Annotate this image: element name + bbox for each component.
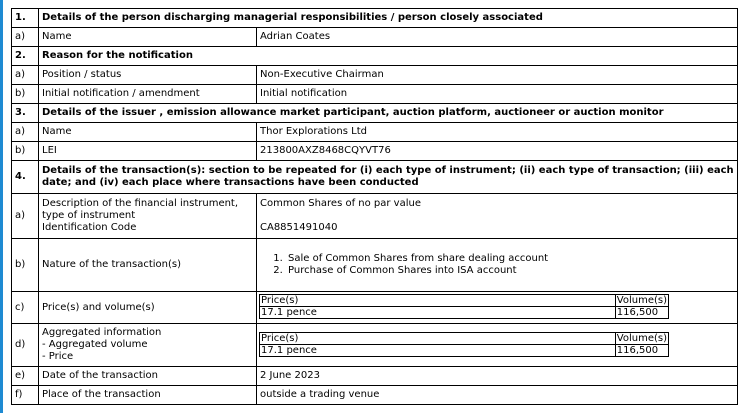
volume-value: 116,500 <box>615 307 668 319</box>
row-value: Non-Executive Chairman <box>257 66 738 85</box>
label-line: Aggregated information <box>42 327 162 338</box>
row-value: 213800AXZ8468CQYVT76 <box>257 142 738 161</box>
row-value: Initial notification <box>257 85 738 104</box>
table-row-date <box>12 367 738 386</box>
label-line: type of instrument <box>42 210 136 221</box>
row-key: c) <box>12 292 39 324</box>
row-key: e) <box>12 367 39 386</box>
section-title: Details of the person discharging managerial responsibilities / person closely associated <box>39 9 738 28</box>
label-line: Identification Code <box>42 222 137 233</box>
row-key: b) <box>12 142 39 161</box>
list-item: 1. Sale of Common Shares from share dealing account <box>286 253 734 265</box>
price-value: 17.1 pence <box>260 344 616 356</box>
row-label: Name <box>39 28 257 47</box>
table-row <box>12 66 738 85</box>
row-label: Price(s) and volume(s) <box>39 292 257 324</box>
section-number: 2. <box>12 47 39 66</box>
table-row-nature <box>12 239 738 292</box>
volume-value: 116,500 <box>615 344 668 356</box>
row-value: Thor Explorations Ltd <box>257 123 738 142</box>
table-row <box>12 85 738 104</box>
row-value: Adrian Coates <box>257 28 738 47</box>
row-key: f) <box>12 386 39 405</box>
price-value: 17.1 pence <box>260 307 616 319</box>
section-number: 3. <box>12 104 39 123</box>
row-label: LEI <box>39 142 257 161</box>
identification-code: CA8851491040 <box>260 222 338 233</box>
table-row-aggregated <box>12 324 738 367</box>
section-1-header <box>12 9 738 28</box>
row-label: Position / status <box>39 66 257 85</box>
section-2-header <box>12 47 738 66</box>
table-row-instrument <box>12 194 738 239</box>
volume-header: Volume(s) <box>616 295 667 306</box>
section-title: Reason for the notification <box>39 47 738 66</box>
row-key: a) <box>12 66 39 85</box>
row-key: a) <box>12 123 39 142</box>
table-row-price-volume <box>12 292 738 324</box>
row-label: Date of the transaction <box>39 367 257 386</box>
row-label: Name <box>39 123 257 142</box>
section-4-header <box>12 161 738 194</box>
section-title: Details of the transaction(s): section to be repeated for (i) each type of instrument; (ii) each type of transaction; (iii) each date; and (iv) each place where transactions have been conducted <box>39 161 738 194</box>
row-value: outside a trading venue <box>257 386 738 405</box>
price-volume-table <box>259 294 669 319</box>
transaction-list <box>260 253 734 277</box>
left-accent-bar <box>0 0 3 413</box>
row-value: 2 June 2023 <box>257 367 738 386</box>
instrument-description: Common Shares of no par value <box>260 198 421 209</box>
volume-header: Volume(s) <box>616 332 667 344</box>
section-title: Details of the issuer , emission allowance market participant, auction platform, auctioneer or auction monitor <box>39 104 738 123</box>
section-3-header <box>12 104 738 123</box>
table-row <box>12 28 738 47</box>
row-label <box>39 194 257 239</box>
row-value <box>257 292 738 324</box>
row-value <box>257 324 738 367</box>
label-line: - Aggregated volume <box>42 339 148 350</box>
price-header: Price(s) <box>260 332 616 344</box>
table-row <box>12 123 738 142</box>
row-value <box>257 239 738 292</box>
row-label: Initial notification / amendment <box>39 85 257 104</box>
list-item: 2. Purchase of Common Shares into ISA account <box>286 265 734 277</box>
table-row-place <box>12 386 738 405</box>
row-value <box>257 194 738 239</box>
row-key: d) <box>12 324 39 367</box>
row-label: Nature of the transaction(s) <box>39 239 257 292</box>
table-row <box>12 142 738 161</box>
row-key: a) <box>12 28 39 47</box>
row-key: a) <box>12 194 39 239</box>
section-number: 4. <box>12 161 39 194</box>
row-label <box>39 324 257 367</box>
label-line: Description of the financial instrument, <box>42 198 239 209</box>
pdmr-notification-table <box>11 8 738 405</box>
row-label: Place of the transaction <box>39 386 257 405</box>
label-line: - Price <box>42 351 74 362</box>
row-key: b) <box>12 85 39 104</box>
section-number: 1. <box>12 9 39 28</box>
aggregated-price-volume-table <box>259 332 669 357</box>
row-key: b) <box>12 239 39 292</box>
price-header: Price(s) <box>260 295 616 307</box>
